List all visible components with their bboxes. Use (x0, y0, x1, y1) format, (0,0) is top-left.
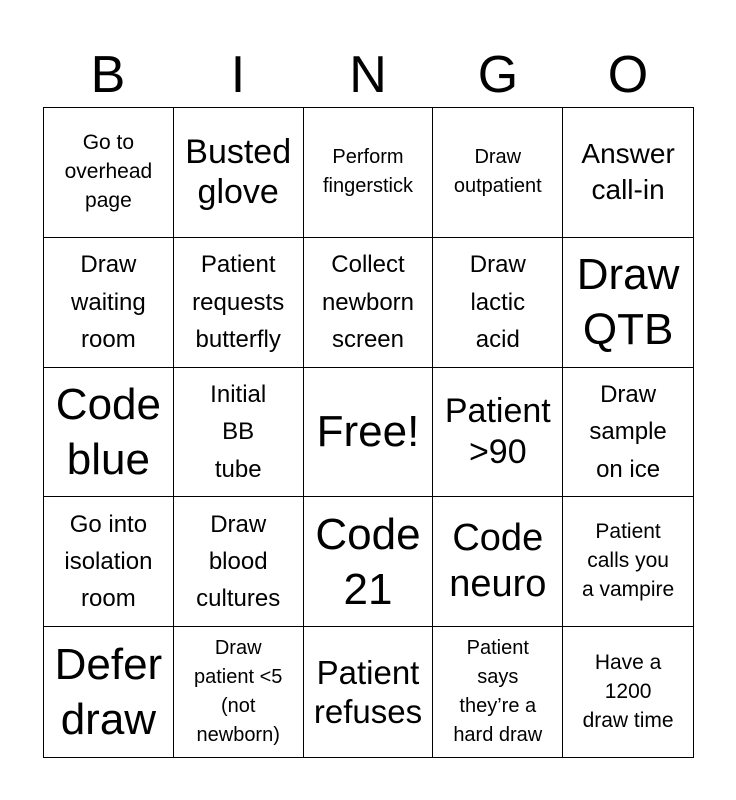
bingo-cell-r1c1[interactable] (44, 108, 174, 238)
bingo-cell-r4c1[interactable] (44, 497, 174, 627)
cell-text: Patient says they’re a hard draw (453, 637, 543, 747)
bingo-cell-r4c5[interactable] (563, 497, 693, 627)
bingo-cell-r5c3[interactable] (304, 627, 434, 757)
cell-text: Free! (316, 407, 420, 457)
header-letter-g: G (477, 46, 519, 104)
cell-text: Answer call-in (581, 138, 675, 206)
cell-text: Perform fingerstick (322, 146, 413, 198)
bingo-cell-r1c4[interactable] (433, 108, 563, 238)
cell-text: Code neuro (449, 517, 547, 605)
bingo-cell-r1c3[interactable] (304, 108, 434, 238)
bingo-cell-r2c3[interactable] (304, 238, 434, 368)
bingo-cell-r3c3[interactable] (304, 368, 434, 498)
cell-text: Busted glove (185, 132, 292, 212)
cell-text: Draw lactic acid (469, 251, 526, 353)
cell-text: Collect newborn screen (321, 251, 415, 353)
bingo-cell-r5c5[interactable] (563, 627, 693, 757)
bingo-cell-r4c3[interactable] (304, 497, 434, 627)
bingo-header (43, 42, 693, 108)
cell-text: Draw outpatient (453, 146, 542, 198)
cell-text: Draw sample on ice (589, 381, 667, 483)
cell-text: Draw patient <5 (not newborn) (193, 637, 283, 747)
cell-text: Patient refuses (313, 653, 423, 731)
cell-text: Go to overhead page (64, 130, 153, 212)
cell-text: Draw blood cultures (196, 511, 281, 613)
bingo-cell-r3c1[interactable] (44, 368, 174, 498)
bingo-cell-r5c2[interactable] (174, 627, 304, 757)
header-letter-b: B (90, 46, 126, 104)
bingo-card-grid (43, 107, 694, 758)
bingo-cell-r4c4[interactable] (433, 497, 563, 627)
bingo-cell-r3c2[interactable] (174, 368, 304, 498)
cell-text: Draw waiting room (71, 251, 146, 353)
cell-text: Have a 1200 draw time (582, 650, 674, 732)
bingo-cell-r3c4[interactable] (433, 368, 563, 498)
header-letter-n: N (349, 46, 387, 104)
bingo-cell-r4c2[interactable] (174, 497, 304, 627)
cell-text: Code blue (55, 379, 161, 484)
header-letter-i: I (230, 46, 246, 104)
bingo-cell-r3c5[interactable] (563, 368, 693, 498)
bingo-cell-r2c2[interactable] (174, 238, 304, 368)
cell-text: Initial BB tube (210, 381, 267, 483)
bingo-cell-r2c4[interactable] (433, 238, 563, 368)
bingo-cell-r5c4[interactable] (433, 627, 563, 757)
header-letter-o: O (607, 46, 649, 104)
cell-text: Defer draw (54, 640, 163, 745)
cell-text: Patient requests butterfly (192, 251, 285, 353)
bingo-cell-r2c1[interactable] (44, 238, 174, 368)
cell-text: Code 21 (315, 509, 421, 614)
cell-text: Draw QTB (576, 250, 680, 355)
cell-text: Go into isolation room (64, 511, 153, 613)
bingo-cell-r2c5[interactable] (563, 238, 693, 368)
bingo-cell-r1c5[interactable] (563, 108, 693, 238)
bingo-cell-r5c1[interactable] (44, 627, 174, 757)
cell-text: Patient >90 (444, 392, 551, 471)
cell-text: Patient calls you a vampire (581, 520, 675, 602)
bingo-cell-r1c2[interactable] (174, 108, 304, 238)
